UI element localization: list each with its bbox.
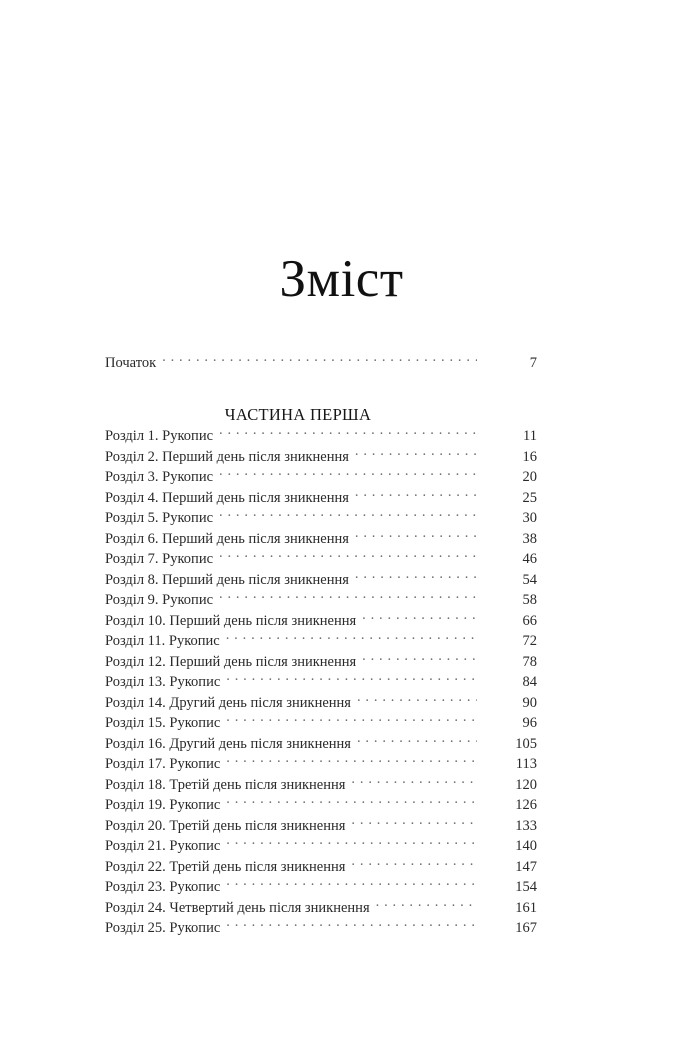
toc-part-header: ЧАСТИНА ПЕРША xyxy=(224,404,372,424)
dot-leader xyxy=(355,569,477,584)
dot-leader xyxy=(219,590,477,605)
toc-entry-label: Розділ 10. Перший день після зникнення xyxy=(105,612,357,629)
toc-entry-label: Розділ 13. Рукопис xyxy=(105,674,221,690)
toc-entry-label: Розділ 19. Рукопис xyxy=(105,797,221,813)
toc-entry-page-number: 147 xyxy=(515,858,537,875)
parts-list xyxy=(105,405,537,939)
front-matter-list xyxy=(105,352,537,373)
toc-entry-label: Розділ 3. Рукопис xyxy=(105,469,214,485)
dot-leader xyxy=(362,651,477,666)
dot-leader xyxy=(226,877,477,892)
toc-entry-label: Розділ 21. Рукопис xyxy=(105,838,221,854)
dot-leader xyxy=(351,815,477,830)
dot-leader xyxy=(226,836,477,851)
toc-entry-page-number: 126 xyxy=(515,797,537,813)
toc-entry-label: Розділ 8. Перший день після зникнення xyxy=(105,571,349,588)
dot-leader xyxy=(376,897,477,912)
toc-entry-label: Розділ 12. Перший день після зникнення xyxy=(105,653,357,670)
toc-entry-label: Розділ 24. Четвертий день після зникнення xyxy=(105,899,370,916)
toc-entry-chapter[interactable] xyxy=(105,692,537,713)
dot-leader xyxy=(351,856,477,871)
toc-entry-chapter[interactable] xyxy=(105,426,537,447)
toc-entry-chapter[interactable] xyxy=(105,590,537,611)
toc-entry-chapter[interactable] xyxy=(105,856,537,877)
toc-entry-page-number: 113 xyxy=(515,756,537,772)
toc-entry-chapter[interactable] xyxy=(105,795,537,816)
toc-entry-label: Розділ 15. Рукопис xyxy=(105,715,221,731)
toc-entry-chapter[interactable] xyxy=(105,815,537,836)
toc-entry-chapter[interactable] xyxy=(105,610,537,631)
toc-entry-chapter[interactable] xyxy=(105,467,537,488)
dot-leader xyxy=(226,631,477,646)
toc-entry-label: Розділ 11. Рукопис xyxy=(105,633,220,649)
toc-entry-chapter[interactable] xyxy=(105,446,537,467)
toc-entry-label: Розділ 14. Другий день після зникнення xyxy=(105,694,351,711)
toc-entry-page-number: 140 xyxy=(515,838,537,854)
toc-entry-chapter[interactable] xyxy=(105,549,537,570)
dot-leader xyxy=(226,754,477,769)
dot-leader xyxy=(219,467,477,482)
toc-entry-page-number: 133 xyxy=(515,817,537,834)
toc-entry-chapter[interactable] xyxy=(105,672,537,693)
toc-entry-chapter[interactable] xyxy=(105,897,537,918)
toc-entry-page-number: 25 xyxy=(522,489,537,506)
toc-entry-page-number: 96 xyxy=(522,715,537,731)
toc-entry-page-number: 46 xyxy=(522,551,537,567)
toc-entry-chapter[interactable] xyxy=(105,877,537,898)
toc-entry-label: Розділ 25. Рукопис xyxy=(105,920,221,936)
page-title: Зміст xyxy=(279,249,404,308)
dot-leader xyxy=(219,426,477,441)
toc-entry-chapter[interactable] xyxy=(105,836,537,857)
dot-leader xyxy=(357,692,477,707)
toc-entry-label: Розділ 4. Перший день після зникнення xyxy=(105,489,349,506)
toc-entry-chapter[interactable] xyxy=(105,918,537,939)
toc-entry-page-number: 38 xyxy=(522,530,537,547)
toc-entry-chapter[interactable] xyxy=(105,733,537,754)
dot-leader xyxy=(226,672,477,687)
dot-leader xyxy=(226,918,477,933)
toc-entry-label: Розділ 20. Третій день після зникнення xyxy=(105,817,346,834)
dot-leader xyxy=(355,487,477,502)
toc-entry-chapter[interactable] xyxy=(105,508,537,529)
toc-entry-page-number: 30 xyxy=(522,510,537,526)
toc-entry-page-number: 78 xyxy=(522,653,537,670)
toc-entry-page-number: 20 xyxy=(522,469,537,485)
toc-entry-label: Розділ 16. Другий день після зникнення xyxy=(105,735,351,752)
toc-part xyxy=(105,405,537,939)
dot-leader xyxy=(355,446,477,461)
toc-entry-page-number: 72 xyxy=(522,633,537,649)
toc-entry-page-number: 84 xyxy=(522,674,537,690)
toc-entry-page-number: 120 xyxy=(515,776,537,793)
toc-entry-chapter[interactable] xyxy=(105,754,537,775)
toc-entry-page-number: 105 xyxy=(515,735,537,752)
toc-entry-label: Розділ 9. Рукопис xyxy=(105,592,214,608)
toc-entry-label: Розділ 2. Перший день після зникнення xyxy=(105,448,349,465)
dot-leader xyxy=(357,733,477,748)
toc-entry-label: Початок xyxy=(105,354,157,371)
toc-entry-label: Розділ 6. Перший день після зникнення xyxy=(105,530,349,547)
toc-entry-label: Розділ 5. Рукопис xyxy=(105,510,214,526)
toc-entry-label: Розділ 7. Рукопис xyxy=(105,551,214,567)
toc-entry-chapter[interactable] xyxy=(105,713,537,734)
toc-entry-label: Розділ 1. Рукопис xyxy=(105,428,214,444)
toc-entry-page-number: 161 xyxy=(515,899,537,916)
toc-entry-page-number: 16 xyxy=(522,448,537,465)
toc-entry-chapter[interactable] xyxy=(105,651,537,672)
table-of-contents xyxy=(105,352,537,938)
toc-entry-page-number: 167 xyxy=(515,920,537,936)
toc-entry-page-number: 7 xyxy=(529,354,537,371)
toc-entry-chapter[interactable] xyxy=(105,569,537,590)
toc-entry-label: Розділ 22. Третій день після зникнення xyxy=(105,858,346,875)
toc-entry-label: Розділ 17. Рукопис xyxy=(105,756,221,772)
toc-entry-chapter[interactable] xyxy=(105,528,537,549)
toc-entry-page-number: 11 xyxy=(523,428,537,444)
dot-leader xyxy=(162,352,477,367)
dot-leader xyxy=(362,610,477,625)
toc-entry-chapter[interactable] xyxy=(105,487,537,508)
toc-entry-page-number: 54 xyxy=(522,571,537,588)
toc-entry-page-number: 154 xyxy=(515,879,537,895)
toc-entry-front-matter[interactable] xyxy=(105,352,537,373)
toc-entry-chapter[interactable] xyxy=(105,631,537,652)
toc-entry-page-number: 66 xyxy=(522,612,537,629)
dot-leader xyxy=(355,528,477,543)
toc-entry-label: Розділ 18. Третій день після зникнення xyxy=(105,776,346,793)
toc-entry-page-number: 58 xyxy=(522,592,537,608)
dot-leader xyxy=(219,508,477,523)
toc-entry-chapter[interactable] xyxy=(105,774,537,795)
dot-leader xyxy=(351,774,477,789)
toc-entry-label: Розділ 23. Рукопис xyxy=(105,879,221,895)
toc-entry-page-number: 90 xyxy=(522,694,537,711)
dot-leader xyxy=(219,549,477,564)
dot-leader xyxy=(226,713,477,728)
dot-leader xyxy=(226,795,477,810)
